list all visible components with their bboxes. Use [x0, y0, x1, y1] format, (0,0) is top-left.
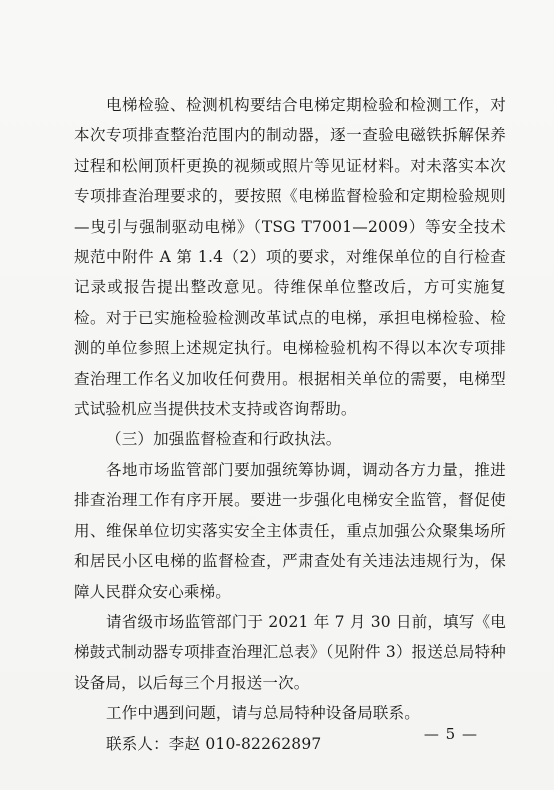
paragraph-market-supervision: 各地市场监管部门要加强统筹协调，调动各方力量，推进排查治理工作有序开展。要进一步强化电梯安全监管，督促使用、维保单位切实落实安全主体责任，重点加强公众聚集场所和居民小区电梯的监督检查，严肃查处有关违法违规行为，保障人民群众安心乘梯。	[74, 460, 506, 601]
paragraph-inspection-agencies: 电梯检验、检测机构要结合电梯定期检验和检测工作，对本次专项排查整治范围内的制动器，逐一查验电磁铁拆解保养过程和松闸顶杆更换的视频或照片等见证材料。对未落实本次专项排查治理要求的，要按照《电梯监督检验和定期检验规则—曳引与强制驱动电梯》（TSG T7001—2009）等安全技术规范中附件 A 第 1.4（2）项的要求，对维保单位的自行检查记录或报告提出整改意见。待维保单位整改后，方可实施复检。对于已实施检验检测改革试点的电梯，承担电梯检验、检测的单位参照上述规定执行。电梯检验机构不得以本次专项排查治理工作名义加收任何费用。根据相关单位的需要，电梯型式试验机应当提供技术支持或咨询帮助。	[74, 96, 506, 419]
contact-line: 联系人：李赵 010-82262897	[106, 734, 322, 753]
section-heading-supervision: （三）加强监督检查和行政执法。	[106, 430, 342, 449]
document-body	[74, 90, 506, 759]
paragraph-contact-note: 工作中遇到问题，请与总局特种设备局联系。	[106, 704, 421, 723]
page-number: — 5 —	[423, 725, 478, 743]
paragraph-reporting-deadline: 请省级市场监管部门于 2021 年 7 月 30 日前，填写《电梯鼓式制动器专项排查治理汇总表》（见附件 3）报送总局特种设备局，以后每三个月报送一次。	[74, 612, 506, 692]
